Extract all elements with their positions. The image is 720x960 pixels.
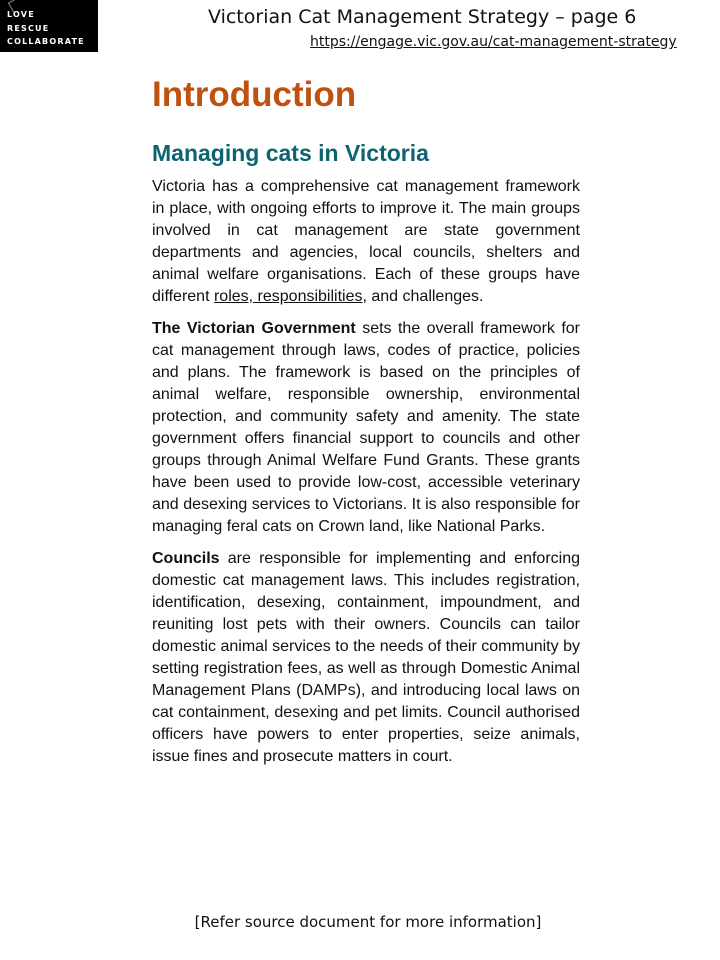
paragraph-text: Victoria has a comprehensive cat management framework in place, with ongoing efforts to improve it. The main groups involved in cat management are state government departments and agencies, local councils, shelters and animal welfare organisations. Each of these groups have different — [152, 178, 580, 305]
paragraph-text: sets the overall framework for cat management through laws, codes of practice, policies and plans. The framework is based on the principles of animal welfare, responsible ownership, environmental protection, and community safety and amenity. The state government offers financial support to councils and other groups through Animal Welfare Fund Grants. These grants have been used to provide low-cost, accessible veterinary and desexing services to Victorians. It is also responsible for managing feral cats on Crown land, like National Parks. — [152, 320, 581, 535]
logo-line-collaborate: COLLABORATE — [7, 37, 85, 46]
paragraph-text: , and challenges. — [362, 288, 484, 305]
source-url-link[interactable]: https://engage.vic.gov.au/cat-management-strategy — [310, 34, 677, 50]
logo-line-love: LOVE — [7, 10, 35, 19]
roles-responsibilities-link[interactable]: roles, responsibilities — [213, 288, 363, 305]
paragraph-lead: Councils — [152, 550, 220, 567]
paragraph-victorian-government — [152, 318, 580, 538]
paragraph-lead: The Victorian Government — [152, 320, 356, 337]
page-title: Victorian Cat Management Strategy – page 6 — [208, 6, 637, 28]
paragraph-councils — [152, 548, 580, 768]
footer-note: [Refer source document for more information] — [194, 913, 542, 931]
logo-line-rescue: RESCUE — [7, 24, 50, 33]
paragraph-text: are responsible for implementing and enforcing domestic cat management laws. This includes registration, identification, desexing, containment, impoundment, and reuniting lost pets with their owners. Councils can tailor domestic animal services to the needs of their community by setting registration fees, as well as through Domestic Animal Management Plans (DAMPs), and introducing local laws on cat containment, desexing and pet limits. Council authorised officers have powers to enter properties, seize animals, issue fines and prosecute matters in court. — [152, 550, 580, 765]
section-heading: Introduction — [152, 75, 357, 114]
section-subheading: Managing cats in Victoria — [152, 140, 429, 166]
love-rescue-collaborate-logo — [0, 0, 98, 52]
paragraph-overview — [152, 176, 580, 308]
document-excerpt — [152, 72, 580, 768]
